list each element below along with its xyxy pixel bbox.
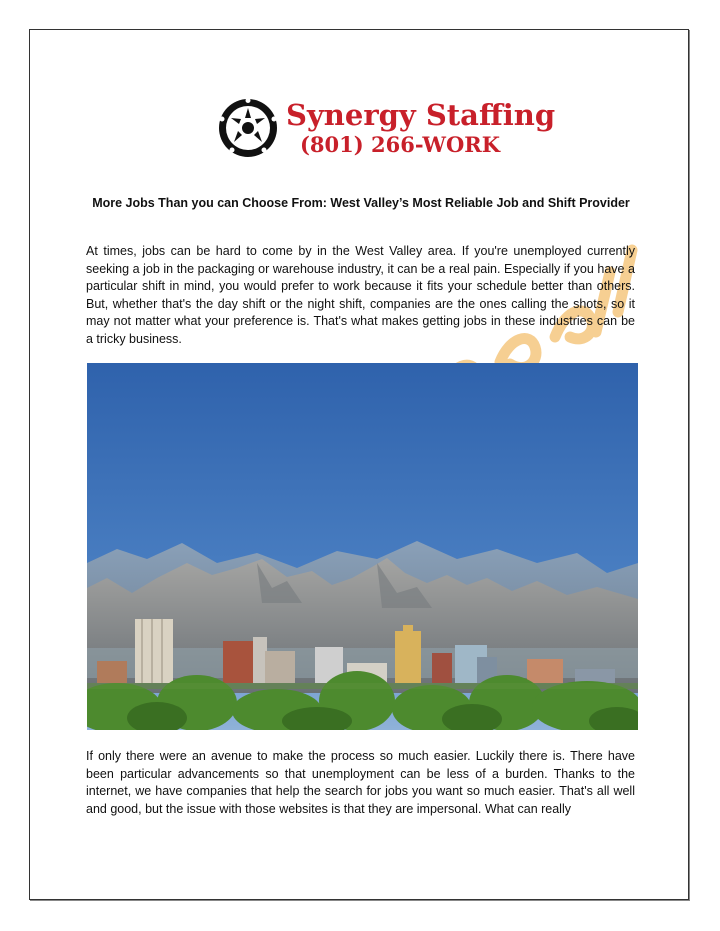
city-skyline-mountains-photo — [87, 363, 638, 730]
company-logo — [218, 98, 556, 160]
article-paragraph-2: If only there were an avenue to make the process so much easier. Luckily there is. There have been particular advancements so that unemployment can be less of a burden. Thanks to the internet, we have companies that help the search for jobs you want so much easier. That's all well and good, but the issue with those websites is that they are impersonal. What can really — [86, 749, 635, 816]
logo-company-name: Synergy Staffing — [286, 98, 556, 132]
document-page — [29, 29, 689, 900]
article-title: More Jobs Than you can Choose From: West Valley’s Most Reliable Job and Shift Provider — [92, 196, 630, 210]
article-paragraph-1: At times, jobs can be hard to come by in the West Valley area. If you're unemployed currently seeking a job in the packaging or warehouse industry, it can be a real pain. Especially if you have a particular shift in mind, you would prefer to work because it fits your schedule better than others. But, whether that's the day shift or the night shift, companies are the ones calling the shots, so it may not matter what your preference is. That's what makes getting jobs in these industries can be a tricky business. — [86, 244, 635, 346]
star-wreath-icon — [218, 98, 278, 158]
logo-phone-number: (801) 266-WORK — [300, 132, 501, 157]
